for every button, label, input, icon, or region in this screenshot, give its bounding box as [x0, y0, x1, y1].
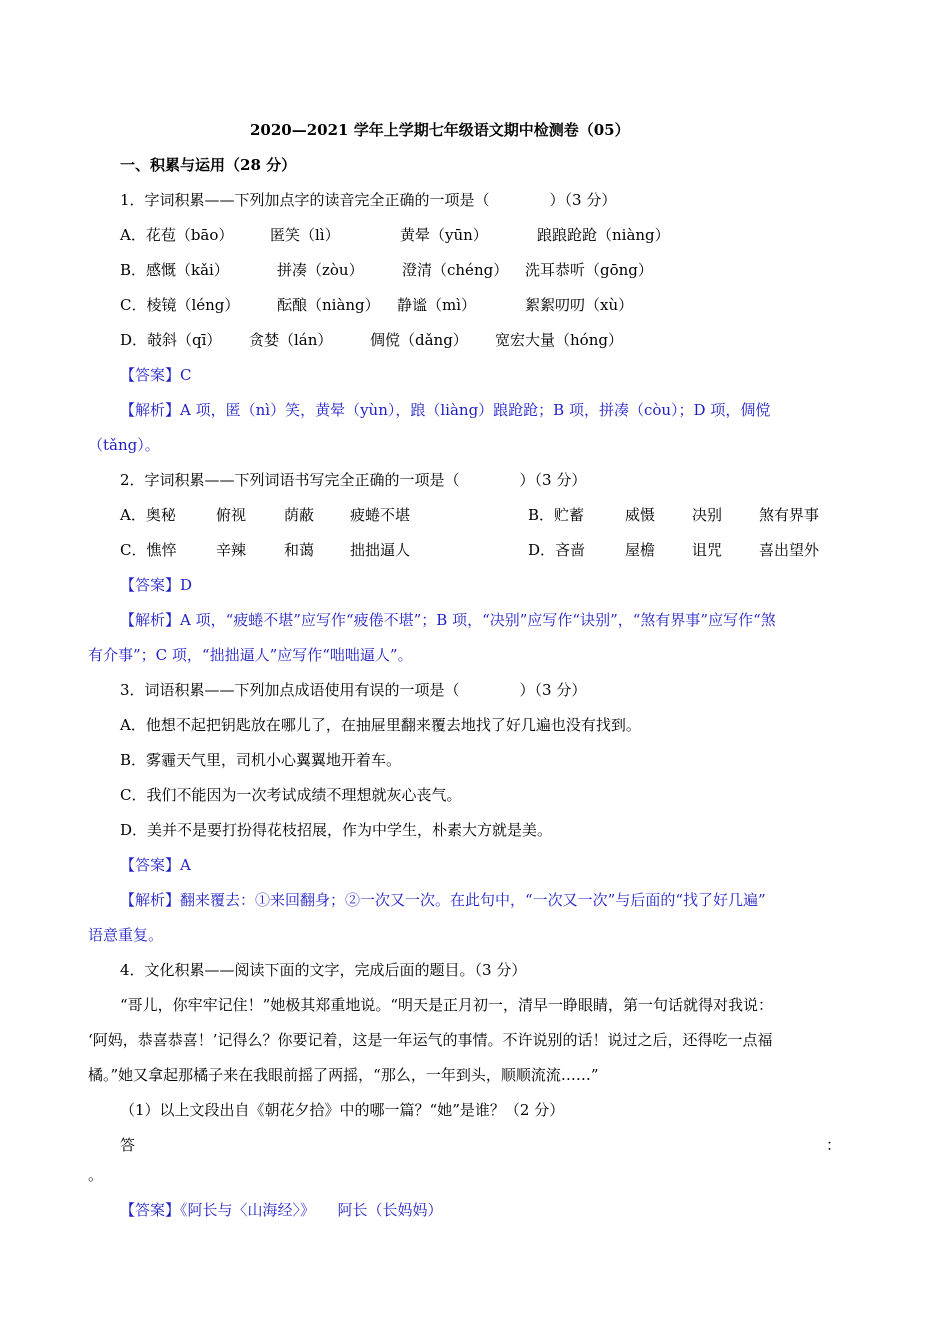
q1-option-d-2: 贪婪（lán） [249, 331, 333, 349]
q1-option-a-4: 踉踉跄跄（niàng） [537, 226, 670, 244]
question-1-stem: 1．字词积累——下列加点字的读音完全正确的一项是（ ）（3 分） [120, 191, 617, 209]
q2-option-d-1: D．吝啬 [528, 541, 586, 559]
answer-value: C [180, 366, 192, 384]
q2-analysis-line-1 [120, 610, 776, 630]
q1-option-d-1: D．攲斜（qī） [120, 331, 222, 349]
q1-answer [120, 365, 192, 385]
section-heading: 一、积累与运用（28 分） [120, 156, 297, 174]
question-4-stem: 4．文化积累——阅读下面的文字，完成后面的题目。（3 分） [120, 961, 527, 979]
q3-analysis-line-1 [120, 890, 766, 910]
q1-option-c-4: 絮絮叨叨（xù） [525, 296, 634, 314]
q1-option-b-4: 洗耳恭听（gōng） [525, 261, 653, 279]
analysis-text: A 项，“疲蜷不堪”应写作“疲倦不堪”；B 项，“决别”应写作“诀别”，“煞有界事”应写作“煞 [180, 611, 776, 629]
q2-option-d-3: 诅咒 [692, 541, 723, 559]
answer-label: 【答案】 [120, 366, 181, 384]
q3-option-a: A．他想不起把钥匙放在哪儿了，在抽屉里翻来覆去地找了好几遍也没有找到。 [120, 716, 641, 734]
analysis-text: A 项，匿（nì）笑，黄晕（yùn），踉（liàng）踉跄跄；B 项，拼凑（còu）；D 项，倜傥 [180, 401, 771, 419]
q1-option-c-1: C．棱镜（léng） [120, 296, 240, 314]
q2-option-c-1: C．憔悴 [120, 541, 177, 559]
answer-label: 【答案】 [120, 1201, 181, 1219]
q1-option-b-2: 拼凑（zòu） [277, 261, 364, 279]
question-2-stem: 2．字词积累——下列词语书写完全正确的一项是（ ）（3 分） [120, 471, 587, 489]
q1-analysis-line-2: （tǎng）。 [88, 436, 160, 454]
q3-answer [120, 855, 191, 875]
analysis-label: 【解析】 [120, 611, 181, 629]
q3-option-c: C．我们不能因为一次考试成绩不理想就灰心丧气。 [120, 786, 462, 804]
q4-subquestion-1: （1）以上文段出自《朝花夕拾》中的哪一篇？“她”是谁？（2 分） [120, 1101, 565, 1119]
q1-option-d-4: 宽宏大量（hóng） [495, 331, 623, 349]
q2-option-d-2: 屋檐 [625, 541, 656, 559]
q4-passage-line-2: ‘阿妈，恭喜恭喜！’记得么？你要记着，这是一年运气的事情。不许说别的话！说过之后，还得吃一点福 [88, 1031, 773, 1049]
q2-option-b-3: 决别 [692, 506, 723, 524]
page-title: 2020—2021 学年上学期七年级语文期中检测卷（05） [250, 121, 630, 139]
q2-option-c-3: 和蔼 [284, 541, 315, 559]
q1-option-c-3: 静谧（mì） [397, 296, 477, 314]
q3-option-d: D．美并不是要打扮得花枝招展，作为中学生，朴素大方就是美。 [120, 821, 553, 839]
q4-answer-colon: ： [826, 1136, 842, 1154]
answer-label: 【答案】 [120, 856, 181, 874]
q2-option-c-4: 拙拙逼人 [350, 541, 411, 559]
q2-option-a-4: 疲蜷不堪 [350, 506, 411, 524]
q1-analysis-line-1 [120, 400, 770, 420]
question-3-stem: 3．词语积累——下列加点成语使用有误的一项是（ ）（3 分） [120, 681, 587, 699]
q1-option-a-3: 黄晕（yūn） [400, 226, 488, 244]
q2-analysis-line-2: 有介事”；C 项，“拙拙逼人”应写作“咄咄逼人”。 [88, 646, 413, 664]
q4-answer-prompt: 答 [120, 1136, 136, 1154]
q2-option-b-4: 煞有界事 [759, 506, 820, 524]
q4-passage-line-1: “哥儿，你牢牢记住！”她极其郑重地说。“明天是正月初一，清早一睁眼睛，第一句话就得对我说： [120, 996, 774, 1014]
q1-option-b-3: 澄清（chéng） [402, 261, 509, 279]
answer-value: D [180, 576, 193, 594]
q1-option-a-2: 匿笑（lì） [270, 226, 340, 244]
q3-analysis-line-2: 语意重复。 [88, 926, 164, 944]
q2-option-b-2: 威慑 [625, 506, 656, 524]
answer-value: 《阿长与〈山海经〉》 阿长（长妈妈） [180, 1201, 443, 1219]
q1-option-b-1: B．感慨（kǎi） [120, 261, 229, 279]
q4-answer-period: 。 [88, 1166, 104, 1184]
answer-value: A [180, 856, 191, 874]
q2-option-a-1: A．奥秘 [120, 506, 176, 524]
q1-option-c-2: 酝酿（niàng） [277, 296, 380, 314]
analysis-text: 翻来覆去：①来回翻身；②一次又一次。在此句中，“一次又一次”与后面的“找了好几遍” [180, 891, 766, 909]
analysis-label: 【解析】 [120, 401, 181, 419]
q2-answer [120, 575, 192, 595]
q1-option-d-3: 倜傥（dǎng） [370, 331, 468, 349]
analysis-label: 【解析】 [120, 891, 181, 909]
q3-option-b: B．雾霾天气里，司机小心翼翼地开着车。 [120, 751, 402, 769]
q2-option-a-2: 俯视 [216, 506, 247, 524]
q1-option-a-1: A．花苞（bāo） [120, 226, 234, 244]
q2-option-a-3: 荫蔽 [284, 506, 315, 524]
q4-answer [120, 1200, 443, 1220]
q2-option-b-1: B．贮蓄 [528, 506, 585, 524]
q2-option-d-4: 喜出望外 [759, 541, 820, 559]
answer-label: 【答案】 [120, 576, 181, 594]
q4-passage-line-3: 橘。”她又拿起那橘子来在我眼前摇了两摇，“那么，一年到头，顺顺流流……” [88, 1066, 599, 1084]
q2-option-c-2: 辛辣 [216, 541, 247, 559]
